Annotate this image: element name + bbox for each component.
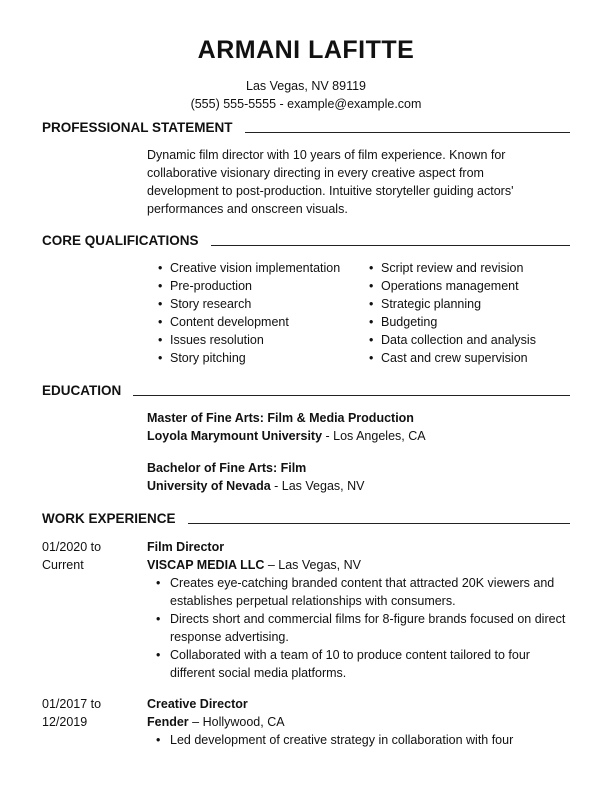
degree-field: Film & Media Production xyxy=(267,411,414,425)
school-location: - Las Vegas, NV xyxy=(270,479,365,493)
qualifications-list-left xyxy=(158,259,340,367)
list-item: • Pre-production xyxy=(158,277,340,295)
list-item: • Led development of creative strategy in collaboration with four xyxy=(156,731,568,749)
section-title: EDUCATION xyxy=(42,383,122,398)
date-start: 01/2020 to xyxy=(42,540,102,554)
list-item: • Story research xyxy=(158,295,340,313)
statement-line: development to post-production. Intuitive storyteller guiding actors' xyxy=(147,184,514,198)
list-item: • Data collection and analysis xyxy=(369,331,536,349)
list-item: • Budgeting xyxy=(369,313,536,331)
section-title: PROFESSIONAL STATEMENT xyxy=(42,120,233,135)
qualifications-list-right xyxy=(369,259,536,367)
date-end: Current xyxy=(42,558,84,572)
section-title: CORE QUALIFICATIONS xyxy=(42,233,199,248)
job-dates xyxy=(42,538,142,574)
education-degree: Master of Fine Arts: Film & Media Production xyxy=(147,411,414,425)
list-item: • Cast and crew supervision xyxy=(369,349,536,367)
degree-field: Film xyxy=(280,461,307,475)
section-divider xyxy=(245,132,570,133)
list-item: • Operations management xyxy=(369,277,536,295)
list-item: • Creates eye-catching branded content that attracted 20K viewers and establishes perpetual relationships with consumers. xyxy=(156,574,568,610)
section-education xyxy=(42,383,570,398)
school-location: - Los Angeles, CA xyxy=(322,429,426,443)
statement-line: Dynamic film director with 10 years of film experience. Known for xyxy=(147,148,506,162)
section-divider xyxy=(188,523,570,524)
list-item: • Strategic planning xyxy=(369,295,536,313)
list-item: • Collaborated with a team of 10 to produce content tailored to four different social media platforms. xyxy=(156,646,568,682)
candidate-name: ARMANI LAFITTE xyxy=(197,36,415,64)
degree-name: Master of Fine Arts xyxy=(147,411,260,425)
job-title: Film Director xyxy=(147,540,225,554)
date-start: 01/2017 to xyxy=(42,697,102,711)
list-item: • Content development xyxy=(158,313,340,331)
statement-line: collaborative visionary directing in every creative aspect from xyxy=(147,166,484,180)
job-duties xyxy=(156,731,568,749)
education-school xyxy=(147,477,364,495)
job-duties xyxy=(156,574,568,682)
company-name: VISCAP MEDIA LLC xyxy=(147,558,265,572)
list-item: • Story pitching xyxy=(158,349,340,367)
company-location: – Las Vegas, NV xyxy=(264,558,361,572)
school-name: Loyola Marymount University xyxy=(147,429,323,443)
section-work-experience xyxy=(42,511,570,526)
list-item: • Directs short and commercial films for 8-figure brands focused on direct response advertising. xyxy=(156,610,568,646)
section-title: WORK EXPERIENCE xyxy=(42,511,176,526)
job-title: Creative Director xyxy=(147,697,248,711)
education-school xyxy=(147,427,426,445)
degree-name: Bachelor of Fine Arts xyxy=(147,461,273,475)
job-employer xyxy=(147,556,361,574)
school-name: University of Nevada xyxy=(147,479,271,493)
list-item: • Script review and revision xyxy=(369,259,536,277)
date-end: 12/2019 xyxy=(42,715,88,729)
job-employer xyxy=(147,713,285,731)
education-degree: Bachelor of Fine Arts: Film xyxy=(147,461,307,475)
list-item: • Issues resolution xyxy=(158,331,340,349)
contact-address: Las Vegas, NV 89119 xyxy=(246,79,366,93)
section-divider xyxy=(211,245,571,246)
section-core-qualifications xyxy=(42,233,570,248)
statement-text xyxy=(147,146,567,218)
job-dates xyxy=(42,695,142,731)
company-location: – Hollywood, CA xyxy=(188,715,285,729)
contact-phone-email: (555) 555-5555 - example@example.com xyxy=(190,97,422,111)
list-item: • Creative vision implementation xyxy=(158,259,340,277)
statement-line: performances and onscreen visuals. xyxy=(147,202,348,216)
section-professional-statement xyxy=(42,120,570,135)
company-name: Fender xyxy=(147,715,189,729)
section-divider xyxy=(133,395,570,396)
